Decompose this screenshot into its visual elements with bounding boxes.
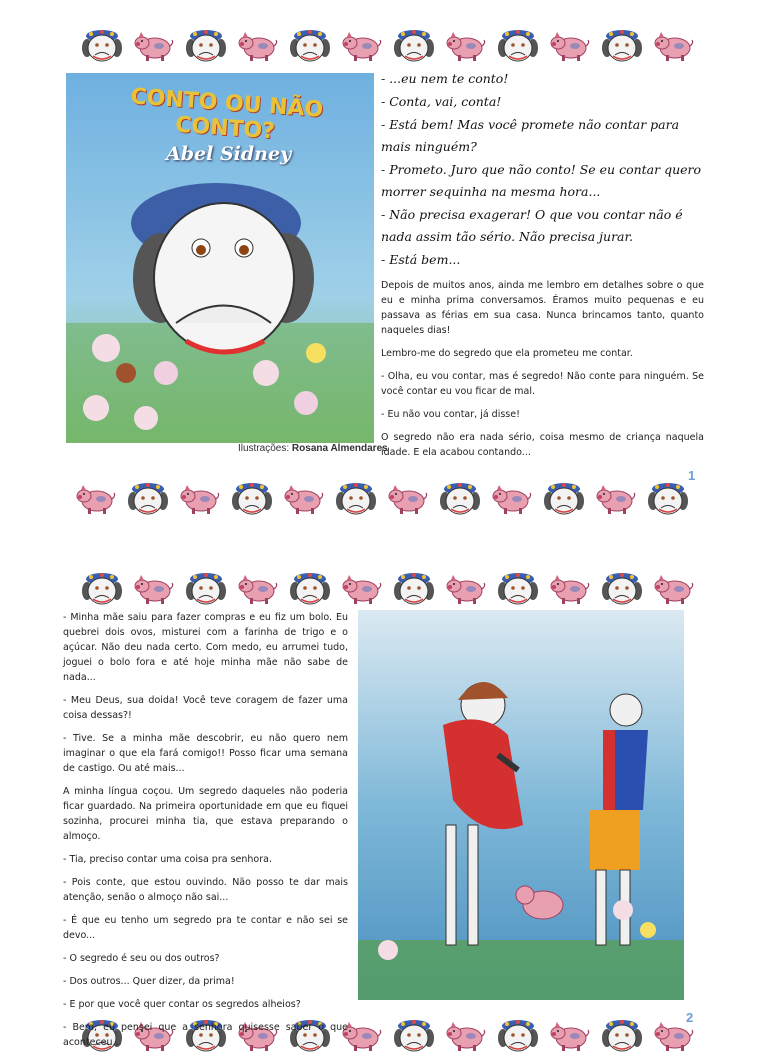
decorative-border-top-2 [76, 567, 700, 609]
girl-face-icon [180, 567, 232, 609]
paragraph: - O segredo é seu ou dos outros? [63, 953, 220, 964]
pig-icon [440, 567, 492, 609]
girl-face-icon [642, 477, 694, 519]
pig-icon [648, 24, 700, 66]
pig-icon [174, 477, 226, 519]
pig-icon [440, 24, 492, 66]
paragraph: - Tive. Se a minha mãe descobrir, eu não quero nem imaginar o que ela fará comigo!! Posso ficar uma semana de castigo. Ou até mais... [63, 733, 348, 774]
decorative-border-top-1 [76, 24, 700, 66]
cover-author: Abel Sidney [166, 143, 292, 165]
girl-face-icon [284, 567, 336, 609]
paragraph: - Eu não vou contar, já disse! [381, 409, 520, 420]
girl-face-icon [76, 24, 128, 66]
paragraph: - É que eu tenho um segredo pra te contar e não sei se devo... [63, 915, 348, 941]
girl-face-icon [388, 567, 440, 609]
book-cover-illustration [66, 73, 374, 443]
pig-icon [440, 1014, 492, 1056]
paragraph: - Minha mãe saiu para fazer compras e eu fiz um bolo. Eu quebrei dois ovos, misturei com a farinha de trigo e o açúcar. Não deu nada certo. Com medo, eu arrumei tudo, joguei o bolo fora e até hoje minha mãe não sabe de nada... [63, 612, 348, 683]
girl-face-icon [434, 477, 486, 519]
paragraph: - Tia, preciso contar uma coisa pra senhora. [63, 854, 272, 865]
dialogue-line: - Está bem! Mas você promete não contar para mais ninguém? [381, 117, 680, 154]
pig-icon [70, 477, 122, 519]
girl-face-icon [492, 24, 544, 66]
dialogue-line: - Não precisa exagerar! O que vou contar não é nada assim tão sério. Não precisa jurar. [381, 207, 683, 244]
pig-icon [544, 24, 596, 66]
pig-icon [232, 567, 284, 609]
dialogue-block [381, 68, 705, 272]
pig-icon [336, 24, 388, 66]
paragraph: Lembro-me do segredo que ela prometeu me contar. [381, 348, 633, 359]
pig-icon [590, 477, 642, 519]
girl-face-icon [388, 1014, 440, 1056]
page2-body-text [63, 610, 348, 1058]
girl-face-icon [492, 1014, 544, 1056]
paragraph: - Bem, eu pensei que a senhora quisesse saber o que aconteceu... [63, 1022, 348, 1048]
illustration-credit [238, 443, 388, 454]
cover-title: CONTO OU NÃO CONTO? [129, 84, 325, 145]
paragraph: - Pois conte, que estou ouvindo. Não posso te dar mais atenção, senão o almoço não sai... [63, 877, 348, 903]
decorative-border-bottom-1 [70, 477, 694, 519]
pig-icon [486, 477, 538, 519]
dialogue-line: - Prometo. Juro que não conto! Se eu contar quero morrer sequinha na mesma hora... [381, 162, 702, 199]
girl-face-icon [226, 477, 278, 519]
paragraph: O segredo não era nada sério, coisa mesmo de criança naquela idade. E ela acabou contando... [381, 432, 704, 458]
paragraph: - Meu Deus, sua doida! Você teve coragem de fazer uma coisa dessas?! [63, 695, 348, 721]
page-number-2: 2 [686, 1010, 694, 1025]
girl-face-icon [388, 24, 440, 66]
pig-icon [336, 567, 388, 609]
girl-face-icon [596, 1014, 648, 1056]
credit-prefix: Ilustrações: [238, 443, 290, 454]
girl-face-icon [596, 567, 648, 609]
girl-face-icon [122, 477, 174, 519]
paragraph: - Olha, eu vou contar, mas é segredo! Não conte para ninguém. Se você contar eu vou ficar de mal. [381, 371, 704, 397]
pig-icon [544, 567, 596, 609]
girl-face-icon [330, 477, 382, 519]
pig-icon [128, 567, 180, 609]
pig-icon [278, 477, 330, 519]
girl-face-icon [180, 24, 232, 66]
paragraph: A minha língua coçou. Um segredo daqueles não poderia ficar guardado. Na primeira oportunidade em que eu fiquei sozinha, procurei minha tia, que estava preparando o almoço. [63, 786, 348, 842]
girl-face-icon [492, 567, 544, 609]
paragraph: - Dos outros... Quer dizer, da prima! [63, 976, 235, 987]
pig-icon [232, 24, 284, 66]
pig-icon [128, 24, 180, 66]
page-number-1: 1 [688, 468, 696, 483]
dialogue-line: - Conta, vai, conta! [381, 94, 502, 109]
paragraph: Depois de muitos anos, ainda me lembro em detalhes sobre o que eu e minha prima conversamos. Éramos muito pequenas e eu passava as férias em sua casa. Nunca brincamos tanto, quanto naqueles dias! [381, 280, 704, 336]
girl-face-icon [76, 567, 128, 609]
pig-icon [544, 1014, 596, 1056]
paragraph: - E por que você quer contar os segredos alheios? [63, 999, 301, 1010]
dialogue-line: - ...eu nem te conto! [381, 71, 509, 86]
dialogue-line: - Está bem... [381, 252, 461, 267]
page1-body-text [381, 278, 704, 468]
pig-icon [648, 567, 700, 609]
pig-icon [382, 477, 434, 519]
credit-name: Rosana Almendares [291, 443, 388, 454]
girl-face-icon [596, 24, 648, 66]
story-illustration [358, 610, 684, 1000]
girl-face-icon [284, 24, 336, 66]
girl-face-icon [538, 477, 590, 519]
